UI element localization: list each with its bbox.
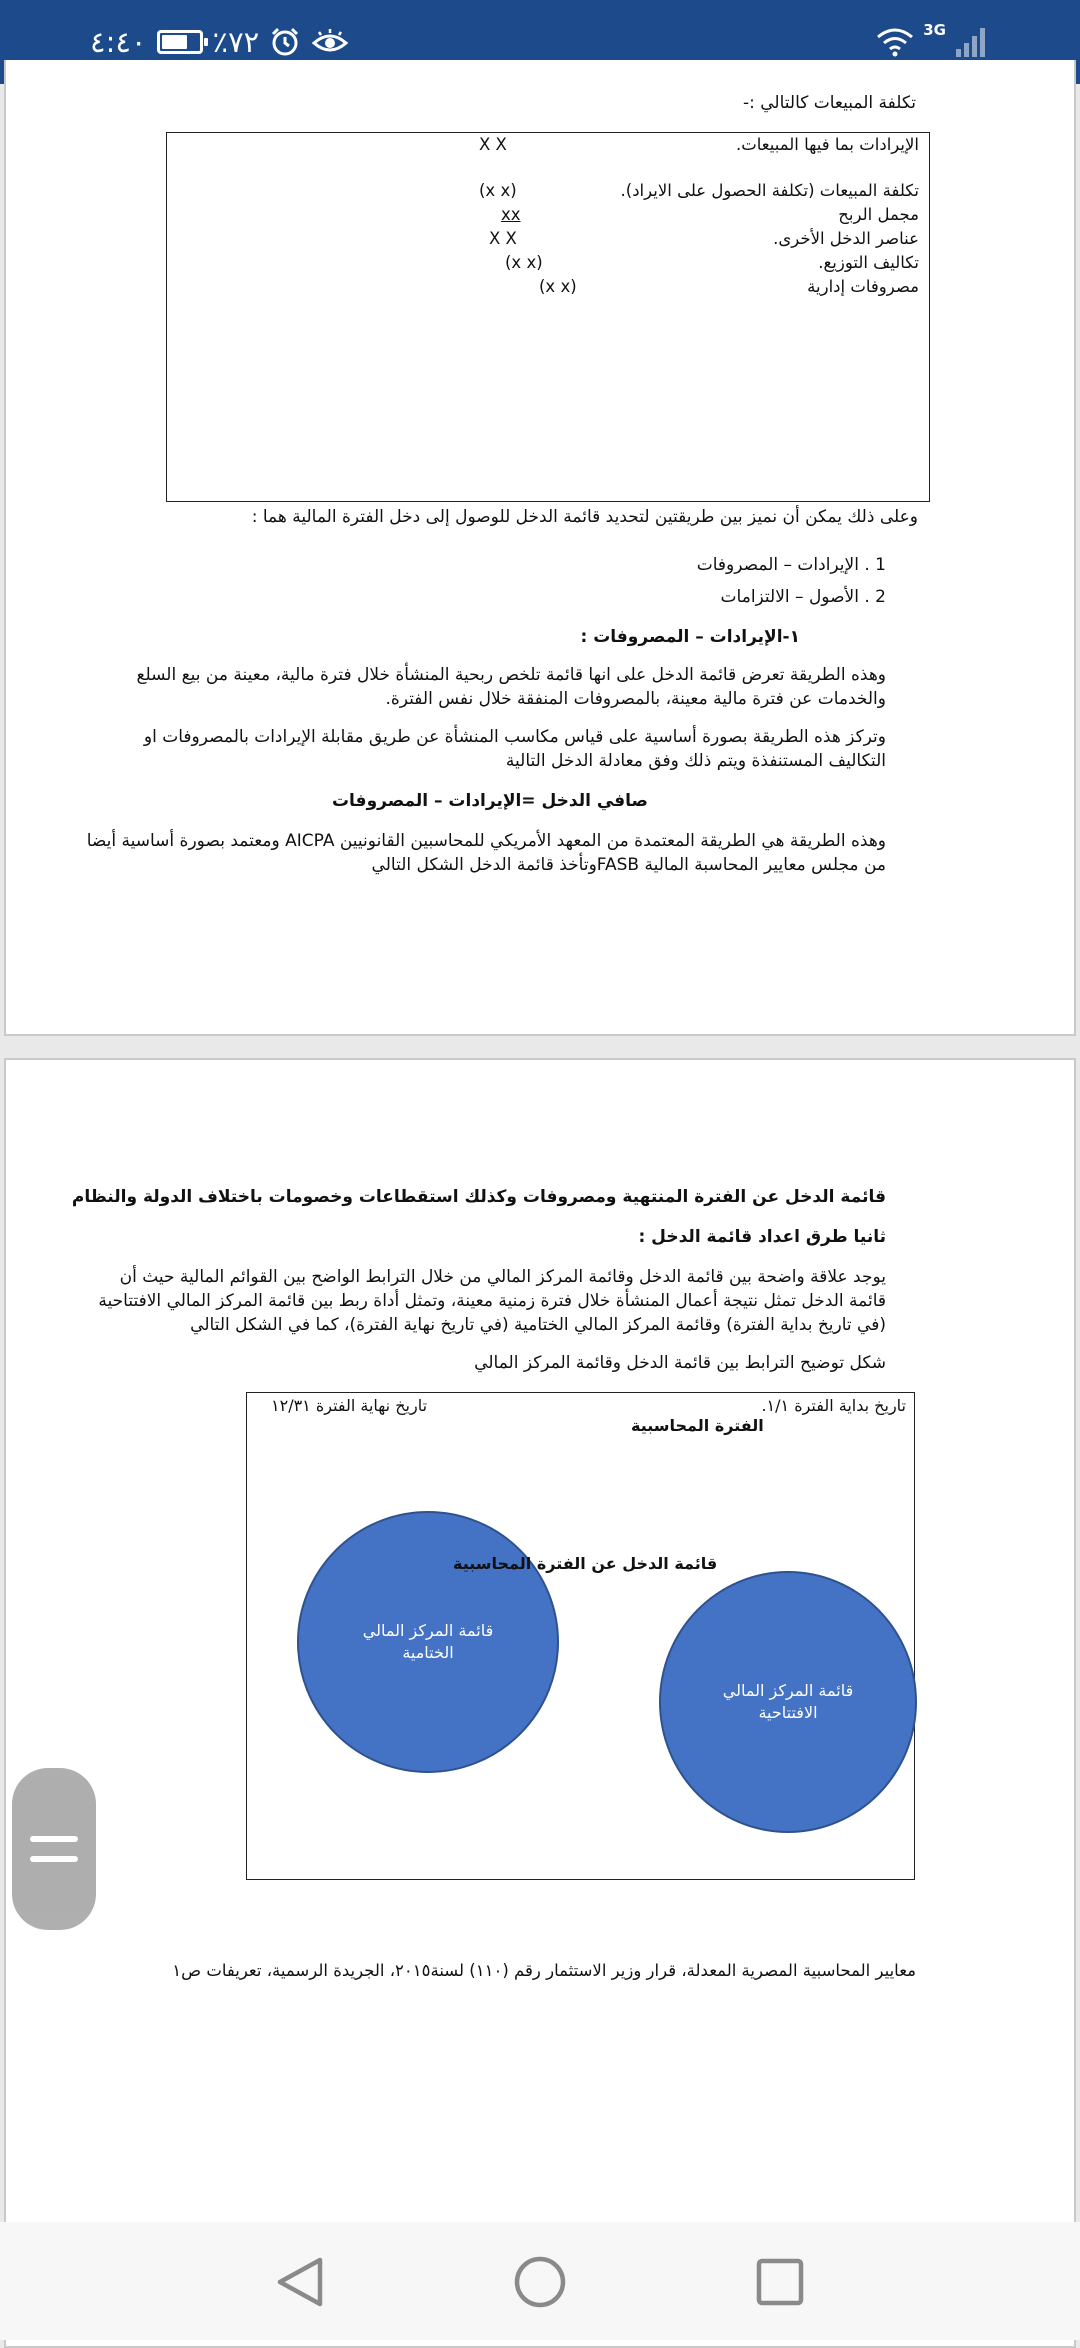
page1-top-line: تكلفة المبيعات كالتالي :- [742, 93, 916, 113]
page-heading: قائمة الدخل عن الفترة المنتهية ومصروفات وكذلك استقطاعات وخصومات باختلاف الدولة والنظام [71, 1187, 886, 1207]
table-row [167, 277, 929, 299]
list-item [697, 554, 886, 576]
battery-level [162, 35, 188, 49]
row-label: عناصر الدخل الأخرى. [773, 229, 919, 248]
navigation-bar [0, 2222, 1080, 2340]
subheading: ثانيا طرق اعداد قائمة الدخل : [638, 1227, 886, 1247]
period-label: الفترة المحاسبية [631, 1416, 764, 1435]
end-date-label: تاريخ نهاية الفترة ١٢/٣١ [271, 1396, 428, 1415]
opening-balance-circle [659, 1571, 917, 1833]
intro-line: وعلى ذلك يمكن أن نميز بين طريقتين لتحديد قائمة الدخل للوصول إلى دخل الفترة المالية هما : [251, 507, 918, 527]
signal-icon [954, 25, 990, 59]
row-value: (x x) [479, 181, 517, 200]
income-statement-label: قائمة الدخل عن الفترة المحاسبية [453, 1554, 718, 1573]
row-label: تكاليف التوزيع. [818, 253, 919, 272]
wifi-icon [875, 26, 915, 58]
paragraph-line: يوجد علاقة واضحة بين قائمة الدخل وقائمة المركز المالي من خلال الترابط الواضح بين القوائم المالية حيث أن [119, 1267, 886, 1287]
clock: ٤:٤٠ [90, 25, 147, 59]
network-type: 3G [923, 21, 946, 39]
list-text: الإيرادات – المصروفات [696, 555, 859, 575]
paragraph-line: والخدمات عن فترة مالية معينة، بالمصروفات المنفقة خلال نفس الفترة. [385, 689, 886, 709]
list-number: 1 . [864, 555, 886, 575]
figure-caption: شكل توضيح الترابط بين قائمة الدخل وقائمة المركز المالي [474, 1353, 886, 1373]
income-statement-table [166, 132, 930, 502]
table-row [167, 229, 929, 251]
back-icon[interactable] [270, 2252, 330, 2312]
list-text: الأصول – الالتزامات [720, 587, 859, 607]
battery-icon [157, 30, 203, 54]
equation: صافي الدخل =الإيرادات – المصروفات [331, 791, 648, 811]
home-icon[interactable] [510, 2252, 570, 2312]
row-label: الإيرادات بما فيها المبيعات. [735, 135, 919, 154]
table-row [167, 135, 929, 157]
paragraph-line: وهذه الطريقة تعرض قائمة الدخل على انها قائمة تلخص ربحية المنشأة خلال فترة مالية، معينة من بيع السلع [136, 665, 886, 685]
alarm-icon [269, 26, 301, 58]
row-value: X X [489, 229, 517, 248]
paragraph-line: من مجلس معايير المحاسبة المالية FASBوتأخذ قائمة الدخل الشكل التالي [371, 855, 886, 875]
closing-circle-label: قائمة المركز المالي الختامية [362, 1621, 494, 1662]
row-value: (x x) [505, 253, 543, 272]
status-right [875, 18, 990, 66]
handle-grip-icon [30, 1856, 78, 1862]
handle-grip-icon [30, 1836, 78, 1842]
table-row [167, 205, 929, 227]
status-left [90, 18, 349, 66]
paragraph-line: التكاليف المستنفذة ويتم ذلك وفق معادلة الدخل التالية [505, 751, 886, 771]
recents-icon[interactable] [750, 2252, 810, 2312]
opening-circle-label: قائمة المركز المالي الافتتاحية [722, 1681, 854, 1722]
closing-balance-circle [297, 1511, 559, 1773]
footnote: معايير المحاسبية المصرية المعدلة، قرار وزير الاستثمار رقم (١١٠) لسنة٢٠١٥، الجريدة الرسمية، تعريفات ص١ [172, 1961, 916, 1980]
relationship-figure [246, 1392, 915, 1880]
table-row [167, 253, 929, 275]
paragraph-line: قائمة الدخل تمثل نتيجة أعمال المنشأة خلال فترة زمنية معينة، وتمثل أداة ربط بين قائمة المركز المالي الافتتاحية [98, 1291, 886, 1311]
row-value: (x x) [539, 277, 577, 296]
paragraph-line: وهذه الطريقة هي الطريقة المعتمدة من المعهد الأمريكي للمحاسبين القانونيين AICPA ومعتمد بصورة أساسية أيضا [86, 831, 886, 851]
list-number: 2 . [864, 587, 886, 607]
table-row [167, 181, 929, 203]
floating-handle[interactable] [12, 1768, 96, 1930]
section-heading: ١-الإيرادات – المصروفات : [580, 627, 800, 647]
row-label: مصروفات إدارية [807, 277, 919, 296]
paragraph-line: (في تاريخ بداية الفترة) وقائمة المركز المالي الختامية (في تاريخ نهاية الفترة)، كما في الشكل التالي [190, 1315, 886, 1335]
battery-percent: ٪٧٢ [212, 25, 260, 59]
eye-comfort-icon [311, 27, 349, 57]
row-label: تكلفة المبيعات (تكلفة الحصول على الايراد). [620, 181, 919, 200]
row-value: X X [479, 135, 507, 154]
start-date-label: تاريخ بداية الفترة ١/١. [761, 1396, 906, 1415]
list-item [721, 586, 886, 608]
row-value: xx [501, 205, 521, 224]
paragraph-line: وتركز هذه الطريقة بصورة أساسية على قياس مكاسب المنشأة عن طريق مقابلة الإيرادات بالمصروفات او [143, 727, 886, 747]
row-label: مجمل الربح [838, 205, 919, 224]
